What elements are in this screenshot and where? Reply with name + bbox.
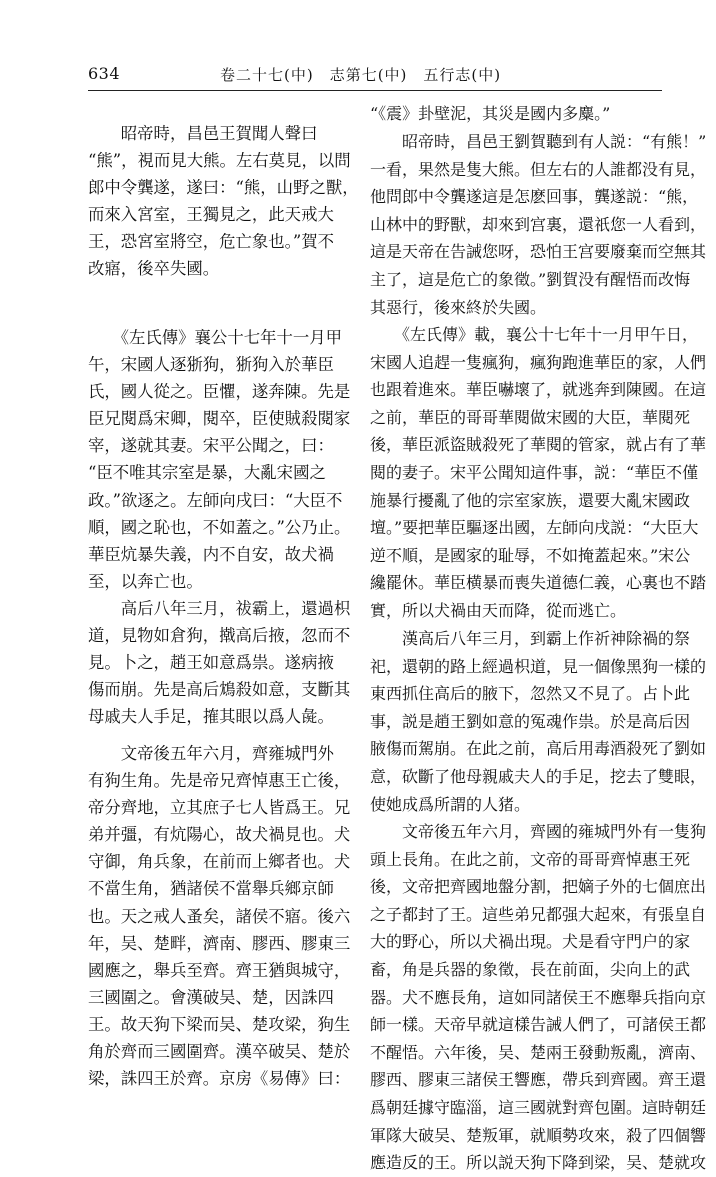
text-line: 見。卜之，趙王如意爲祟。遂病掖 — [88, 653, 334, 673]
text-line: 之子都封了王。這些弟兄都强大起來，有張皇自 — [370, 904, 707, 924]
text-line: 閱的妻子。宋平公聞知這件事，説：“華臣不僅 — [370, 462, 699, 482]
text-line: 王，恐宮室將空，危亡象也。”賀不 — [88, 232, 335, 252]
text-line: 宰，遂就其妻。宋平公聞之，曰： — [88, 436, 334, 456]
paragraph-zhaodi-translation — [370, 128, 707, 321]
text-line: 帝分齊地，立其庶子七人皆爲王。兄 — [88, 798, 351, 818]
text-line: 這是天帝在告誡您呀，恐怕王宫要廢棄而空無其 — [370, 242, 707, 262]
text-line: 東西抓住高后的腋下，忽然又不見了。占卜此 — [370, 684, 691, 704]
text-line: 改寤，後卒失國。 — [88, 259, 220, 279]
text-line: 守御，角兵象，在前而上鄉者也。犬 — [88, 852, 351, 872]
text-line: 纔罷休。華臣横暴而喪失道德仁義，心裏也不踏 — [370, 573, 707, 593]
text-line: 應造反的王。所以説天狗下降到梁，吴、楚就攻 — [370, 1153, 707, 1173]
page-number: 634 — [88, 64, 121, 83]
text-line: 氏，國人從之。臣懼，遂奔陳。先是 — [88, 382, 351, 402]
text-line: 郎中令龔遂，遂曰：“熊，山野之獸， — [88, 178, 359, 198]
text-line: 昭帝時，昌邑王賀聞人聲曰 — [88, 124, 318, 143]
text-line: 畜，角是兵器的象徵，長在前面，尖向上的武 — [370, 959, 691, 979]
text-line: 《左氏傳》載，襄公十七年十一月甲午日， — [370, 325, 699, 344]
page-header — [0, 64, 716, 88]
text-line: 不當生角，猶諸侯不當舉兵鄉京師 — [88, 879, 334, 899]
text-line: 順，國之恥也，不如蓋之。”公乃止。 — [88, 517, 351, 537]
text-line: 《左氏傳》襄公十七年十一月甲 — [88, 328, 343, 347]
paragraph-zuoshi-translation — [370, 321, 707, 625]
text-line: 腋傷而駕崩。在此之前，高后用毒酒殺死了劉如 — [370, 739, 707, 759]
text-line: 事，説是趙王劉如意的冤魂作祟。於是高后因 — [370, 711, 691, 731]
text-line: 宋國人追趕一隻瘋狗，瘋狗跑進華臣的家，人們 — [370, 352, 707, 372]
text-line: 膠西、膠東三諸侯王響應，帶兵到齊國。齊王還 — [370, 1070, 707, 1090]
text-line: 政。”欲逐之。左師向戌曰：“大臣不 — [88, 490, 343, 510]
paragraph-zhaodi — [88, 120, 359, 283]
text-line: 祀，還朝的路上經過枳道，見一個像黑狗一樣的 — [370, 656, 707, 676]
text-line: 軍隊大破吴、楚叛軍，就順勢攻來，殺了四個響 — [370, 1125, 707, 1145]
text-line: 逆不順，是國家的耻辱，不如掩蓋起來。”宋公 — [370, 545, 691, 565]
running-title: 卷二十七(中) 志第七(中) 五行志(中) — [220, 66, 502, 84]
text-line: 壇。”要把華臣驅逐出國，左師向戌説：“大臣大 — [370, 518, 699, 538]
text-line: “熊”，視而見大熊。左右莫見，以問 — [88, 151, 351, 171]
text-line: 爲朝廷據守臨淄，這三國就對齊包圍。這時朝廷 — [370, 1097, 707, 1117]
text-line: 後，文帝把齊國地盤分割，把嫡子外的七個庶出 — [370, 877, 707, 897]
text-line: 使她成爲所謂的人猪。 — [370, 794, 531, 814]
text-line: 而來入宮室，王獨見之，此天戒大 — [88, 205, 334, 225]
paragraph-jingfang-continued — [370, 100, 662, 128]
paragraph-wendi-translation — [370, 818, 707, 1177]
text-line: 施暴行擾亂了他的宗室家族，還要大亂宋國政 — [370, 490, 691, 510]
text-line: “《震》卦壁泥，其災是國内多麋。” — [370, 104, 611, 123]
text-line: 角於齊而三國圍齊。漢卒破吴、楚於 — [88, 1042, 351, 1062]
text-line: 有狗生角。先是帝兄齊悼惠王亡後， — [88, 771, 351, 791]
text-line: 一看，果然是隻大熊。但左右的人誰都没有見， — [370, 159, 707, 179]
text-line: 母戚夫人手足，搉其眼以爲人彘。 — [88, 707, 334, 727]
text-line: 王。故天狗下梁而吴、楚攻梁，狗生 — [88, 1014, 351, 1034]
text-line: 他問郎中令龔遂這是怎麽回事，龔遂説：“熊， — [370, 187, 699, 207]
text-line: 後，華臣派盜賊殺死了華閱的管家，就占有了華 — [370, 435, 707, 455]
text-line: 高后八年三月，祓霸上，還過枳 — [88, 599, 351, 618]
text-line: 文帝後五年六月，齊國的雍城門外有一隻狗 — [370, 822, 707, 841]
text-line: 至，以奔亡也。 — [88, 571, 203, 591]
text-line: 華臣炕暴失義，内不自安，故犬禍 — [88, 544, 334, 564]
text-line: 弟并彊，有炕陽心，故犬禍見也。犬 — [88, 825, 351, 845]
text-line: 三國圍之。會漢破吴、楚，因誅四 — [88, 987, 334, 1007]
paragraph-wendi — [88, 643, 352, 1092]
text-line: 傷而崩。先是高后鴆殺如意，支斷其 — [88, 680, 351, 700]
text-line: 年，吴、楚畔，濟南、膠西、膠東三 — [88, 933, 351, 953]
text-line: 之前，華臣的哥哥華閱做宋國的大臣，華閱死 — [370, 407, 691, 427]
text-line: 文帝後五年六月，齊雍城門外 — [88, 744, 334, 763]
text-line: 器。犬不應長角，這如同諸侯王不應舉兵指向京 — [370, 987, 707, 1007]
text-line: 國應之，舉兵至齊。齊王猶與城守， — [88, 960, 351, 980]
text-line: 意，砍斷了他母親戚夫人的手足，挖去了雙眼， — [370, 766, 707, 786]
text-line: 昭帝時，昌邑王劉賀聽到有人説：“有熊！” — [370, 132, 707, 151]
text-line: 山林中的野獸，却來到宫裏，還祇您一人看到， — [370, 214, 707, 234]
text-line: 實，所以犬禍由天而降，從而逃亡。 — [370, 600, 627, 620]
text-line: 師一樣。天帝早就這樣告誡人們了，可諸侯王都 — [370, 1015, 707, 1035]
text-line: 午，宋國人逐狾狗，狾狗入於華臣 — [88, 355, 334, 375]
text-line: 主了，這是危亡的象徵。”劉賀没有醒悟而改悔 — [370, 269, 691, 289]
text-line: 也。天之戒人蚤矣，諸侯不寤。後六 — [88, 906, 351, 926]
text-line: 道，見物如倉狗，撠高后掖，忽而不 — [88, 626, 351, 646]
text-line: “臣不唯其宗室是暴，大亂宋國之 — [88, 463, 326, 483]
text-line: 也跟着進來。華臣嚇壞了，就逃奔到陳國。在這 — [370, 380, 707, 400]
paragraph-gaohou-translation — [370, 625, 707, 818]
paragraph-zuoshi — [88, 324, 352, 595]
header-divider — [88, 90, 662, 91]
text-line: 梁，誅四王於齊。京房《易傳》曰： — [88, 1069, 351, 1089]
text-line: 漢高后八年三月，到霸上作祈神除禍的祭 — [370, 629, 691, 648]
text-line: 臣兄閱爲宋卿，閱卒，臣使賊殺閱家 — [88, 409, 351, 429]
text-line: 頭上長角。在此之前，文帝的哥哥齊悼惠王死 — [370, 849, 691, 869]
text-line: 其惡行，後來終於失國。 — [370, 297, 547, 317]
text-line: 不醒悟。六年後，吴、楚兩王發動叛亂，濟南、 — [370, 1042, 707, 1062]
text-line: 大的野心，所以犬禍出現。犬是看守門户的家 — [370, 932, 691, 952]
